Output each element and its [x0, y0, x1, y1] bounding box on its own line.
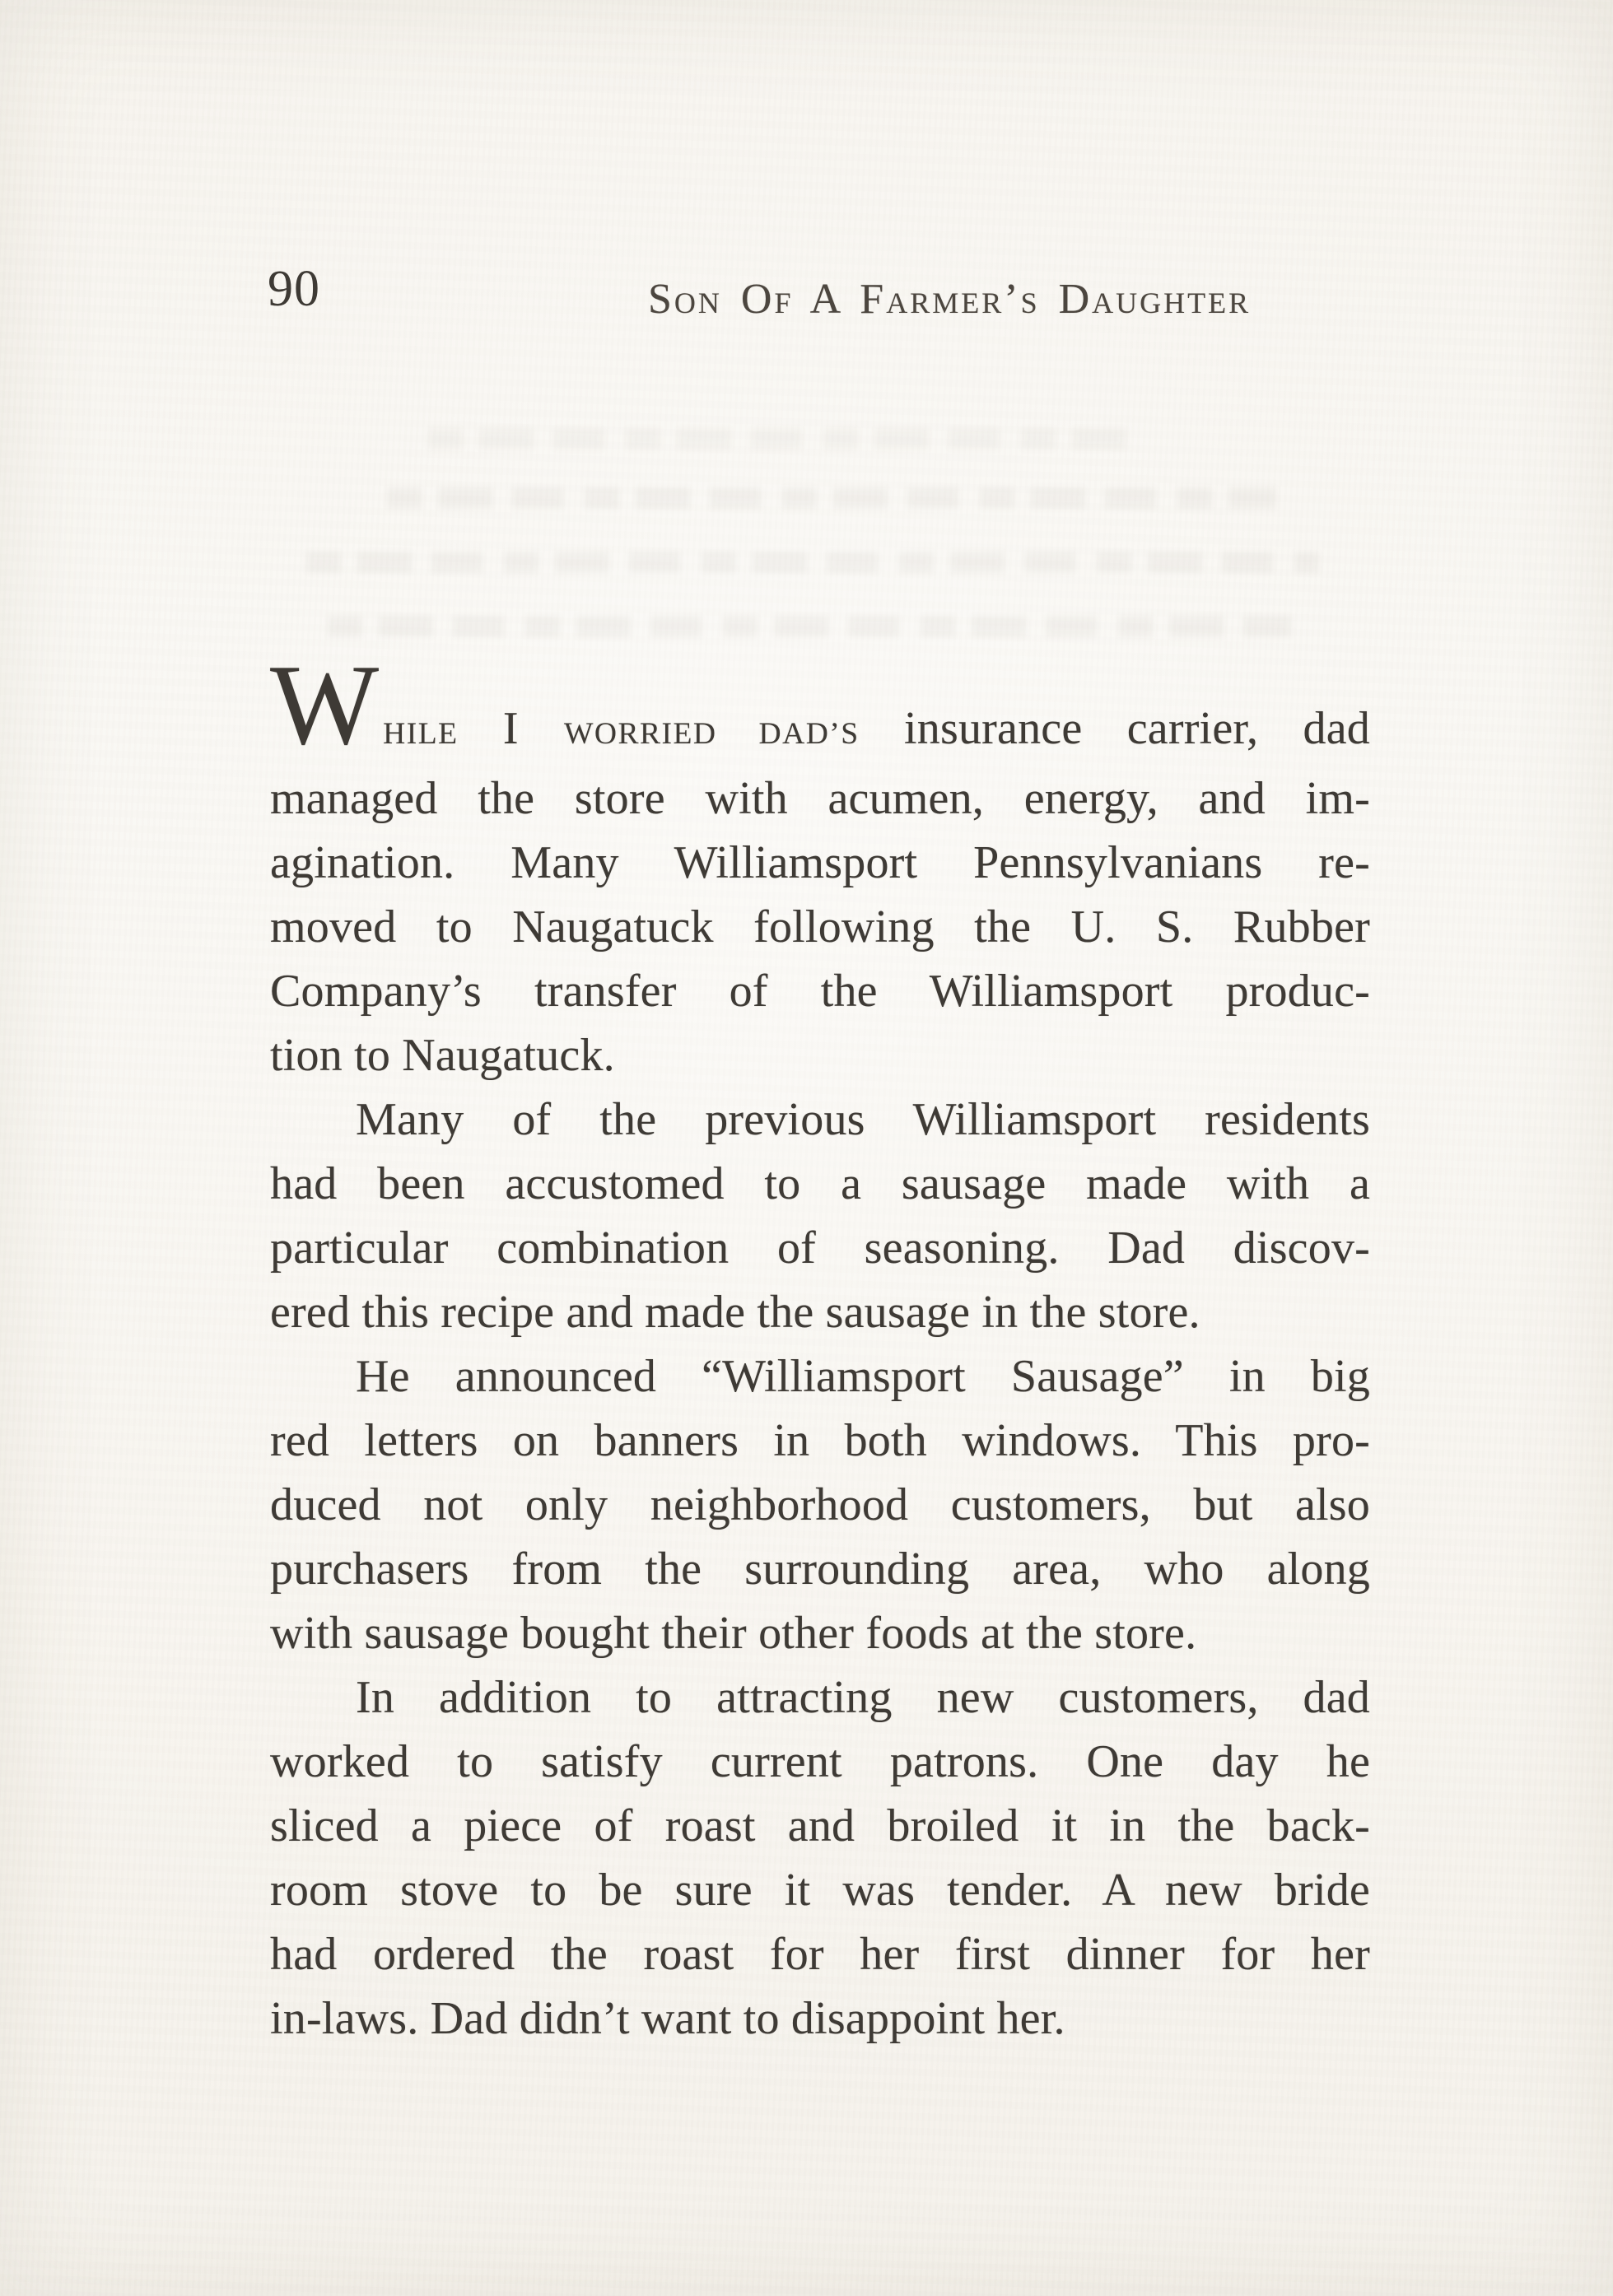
text-line: worked to satisfy current patrons. One day he [270, 1736, 1370, 1787]
text-line: had been accustomed to a sausage made with a [270, 1158, 1370, 1209]
opening-text-line [270, 641, 1370, 769]
small-caps-text: HILE [383, 717, 459, 751]
drop-cap-initial: W [270, 641, 380, 769]
text-line: In addition to attracting new customers, dad [356, 1672, 1370, 1723]
text-line: agination. Many Williamsport Pennsylvanians re- [270, 837, 1370, 888]
text-line: Company’s transfer of the Williamsport produc- [270, 966, 1370, 1017]
small-caps-text: WORRIED DAD’S [563, 717, 860, 751]
text-line: had ordered the roast for her first dinner for her [270, 1929, 1370, 1980]
bleed-through-smudge [306, 552, 1319, 573]
text-line: moved to Naugatuck following the U. S. Rubber [270, 901, 1370, 952]
text-line: managed the store with acumen, energy, and im- [270, 773, 1370, 824]
bleed-through-smudge [328, 616, 1291, 637]
running-header-title: Son Of A Farmer’s Daughter [648, 276, 1252, 323]
text-line: red letters on banners in both windows. This pro- [270, 1415, 1370, 1466]
body-text [270, 641, 1370, 2051]
text-line: purchasers from the surrounding area, who along [270, 1544, 1370, 1595]
text-line: in-laws. Dad didn’t want to disappoint her. [270, 1993, 1065, 2044]
bleed-through-smudge [387, 487, 1276, 509]
opening-line-rest: insurance carrier, dad [904, 703, 1370, 754]
text-line: with sausage bought their other foods at the store. [270, 1608, 1197, 1659]
bleed-through-smudge [428, 428, 1136, 449]
page-number: 90 [268, 261, 320, 317]
text-line: room stove to be sure it was tender. A new bride [270, 1865, 1370, 1916]
capital-letter: I [502, 703, 520, 754]
text-line: ered this recipe and made the sausage in the store. [270, 1287, 1200, 1338]
text-line: duced not only neighborhood customers, but also [270, 1479, 1370, 1530]
text-line: particular combination of seasoning. Dad discov- [270, 1223, 1370, 1274]
text-line: He announced “Williamsport Sausage” in big [356, 1351, 1370, 1402]
text-line: sliced a piece of roast and broiled it in the back- [270, 1800, 1370, 1851]
text-line: Many of the previous Williamsport residents [356, 1094, 1370, 1145]
text-line: tion to Naugatuck. [270, 1030, 615, 1081]
